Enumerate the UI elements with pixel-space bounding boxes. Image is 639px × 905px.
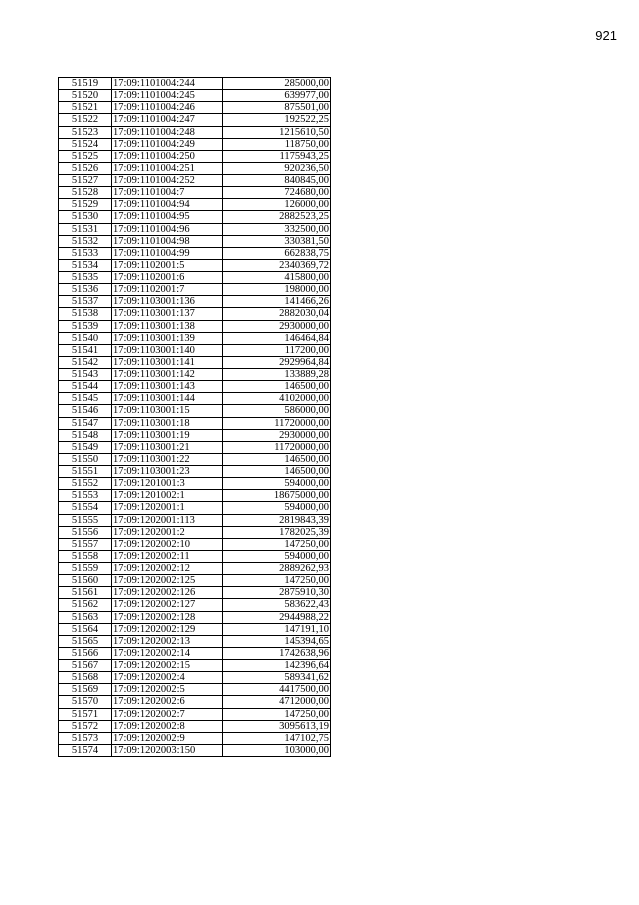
- row-number-cell: 51545: [59, 393, 112, 405]
- cadastral-value-cell: 2889262,93: [223, 563, 331, 575]
- row-number-cell: 51554: [59, 502, 112, 514]
- table-row: [59, 126, 331, 138]
- cadastral-number-cell: 17:09:1103001:142: [112, 369, 223, 381]
- cadastral-value-cell: 724680,00: [223, 187, 331, 199]
- cadastral-value-cell: 2944988,22: [223, 611, 331, 623]
- cadastral-number-cell: 17:09:1202002:14: [112, 647, 223, 659]
- cadastral-value-cell: 2882030,04: [223, 308, 331, 320]
- cadastral-number-cell: 17:09:1102001:7: [112, 284, 223, 296]
- row-number-cell: 51556: [59, 526, 112, 538]
- cadastral-value-cell: 285000,00: [223, 78, 331, 90]
- cadastral-number-cell: 17:09:1202001:2: [112, 526, 223, 538]
- table-row: [59, 672, 331, 684]
- cadastral-number-cell: 17:09:1103001:143: [112, 381, 223, 393]
- row-number-cell: 51532: [59, 235, 112, 247]
- table-row: [59, 647, 331, 659]
- row-number-cell: 51549: [59, 441, 112, 453]
- table-row: [59, 162, 331, 174]
- cadastral-number-cell: 17:09:1103001:18: [112, 417, 223, 429]
- table-row: [59, 599, 331, 611]
- table-row: [59, 720, 331, 732]
- table-row: [59, 199, 331, 211]
- row-number-cell: 51560: [59, 575, 112, 587]
- table-row: [59, 284, 331, 296]
- row-number-cell: 51525: [59, 150, 112, 162]
- table-row: [59, 259, 331, 271]
- cadastral-number-cell: 17:09:1101004:244: [112, 78, 223, 90]
- cadastral-number-cell: 17:09:1103001:141: [112, 356, 223, 368]
- row-number-cell: 51522: [59, 114, 112, 126]
- table-row: [59, 332, 331, 344]
- table-row: [59, 684, 331, 696]
- cadastral-value-cell: 11720000,00: [223, 441, 331, 453]
- cadastral-value-cell: 147191,10: [223, 623, 331, 635]
- cadastral-value-cell: 840845,00: [223, 175, 331, 187]
- cadastral-number-cell: 17:09:1101004:246: [112, 102, 223, 114]
- cadastral-value-cell: 103000,00: [223, 744, 331, 756]
- page-number: 921: [595, 28, 617, 43]
- table-row: [59, 550, 331, 562]
- cadastral-value-cell: 594000,00: [223, 502, 331, 514]
- table-row: [59, 187, 331, 199]
- cadastral-value-cell: 146500,00: [223, 381, 331, 393]
- cadastral-number-cell: 17:09:1101004:251: [112, 162, 223, 174]
- cadastral-value-cell: 639977,00: [223, 90, 331, 102]
- row-number-cell: 51550: [59, 453, 112, 465]
- table-row: [59, 587, 331, 599]
- row-number-cell: 51574: [59, 744, 112, 756]
- table-row: [59, 381, 331, 393]
- cadastral-value-cell: 875501,00: [223, 102, 331, 114]
- row-number-cell: 51573: [59, 732, 112, 744]
- row-number-cell: 51564: [59, 623, 112, 635]
- row-number-cell: 51569: [59, 684, 112, 696]
- cadastral-number-cell: 17:09:1101004:248: [112, 126, 223, 138]
- table-row: [59, 514, 331, 526]
- table-row: [59, 308, 331, 320]
- table-row: [59, 296, 331, 308]
- table-row: [59, 502, 331, 514]
- table-row: [59, 102, 331, 114]
- table-row: [59, 356, 331, 368]
- row-number-cell: 51566: [59, 647, 112, 659]
- cadastral-number-cell: 17:09:1103001:138: [112, 320, 223, 332]
- table-row: [59, 441, 331, 453]
- cadastral-number-cell: 17:09:1202003:150: [112, 744, 223, 756]
- cadastral-number-cell: 17:09:1202001:113: [112, 514, 223, 526]
- table-row: [59, 211, 331, 223]
- row-number-cell: 51570: [59, 696, 112, 708]
- cadastral-value-cell: 920236,50: [223, 162, 331, 174]
- table-row: [59, 235, 331, 247]
- cadastral-value-cell: 147250,00: [223, 538, 331, 550]
- table-row: [59, 175, 331, 187]
- cadastral-value-cell: 2929964,84: [223, 356, 331, 368]
- table-row: [59, 405, 331, 417]
- cadastral-value-cell: 1215610,50: [223, 126, 331, 138]
- row-number-cell: 51528: [59, 187, 112, 199]
- row-number-cell: 51535: [59, 272, 112, 284]
- table-row: [59, 623, 331, 635]
- cadastral-value-cell: 198000,00: [223, 284, 331, 296]
- row-number-cell: 51529: [59, 199, 112, 211]
- cadastral-value-cell: 415800,00: [223, 272, 331, 284]
- cadastral-value-cell: 117200,00: [223, 344, 331, 356]
- cadastral-number-cell: 17:09:1101004:250: [112, 150, 223, 162]
- row-number-cell: 51557: [59, 538, 112, 550]
- table-row: [59, 344, 331, 356]
- cadastral-number-cell: 17:09:1202002:8: [112, 720, 223, 732]
- row-number-cell: 51546: [59, 405, 112, 417]
- cadastral-value-cell: 586000,00: [223, 405, 331, 417]
- cadastral-value-cell: 662838,75: [223, 247, 331, 259]
- cadastral-value-cell: 146464,84: [223, 332, 331, 344]
- row-number-cell: 51563: [59, 611, 112, 623]
- table-row: [59, 369, 331, 381]
- cadastral-value-cell: 11720000,00: [223, 417, 331, 429]
- row-number-cell: 51548: [59, 429, 112, 441]
- row-number-cell: 51562: [59, 599, 112, 611]
- row-number-cell: 51520: [59, 90, 112, 102]
- cadastral-number-cell: 17:09:1102001:6: [112, 272, 223, 284]
- table-row: [59, 611, 331, 623]
- table-row: [59, 138, 331, 150]
- row-number-cell: 51571: [59, 708, 112, 720]
- cadastral-value-cell: 118750,00: [223, 138, 331, 150]
- table-row: [59, 696, 331, 708]
- table-row: [59, 660, 331, 672]
- cadastral-number-cell: 17:09:1103001:19: [112, 429, 223, 441]
- row-number-cell: 51544: [59, 381, 112, 393]
- row-number-cell: 51533: [59, 247, 112, 259]
- table-row: [59, 635, 331, 647]
- table-row: [59, 538, 331, 550]
- table-row: [59, 417, 331, 429]
- cadastral-value-cell: 4417500,00: [223, 684, 331, 696]
- cadastral-value-cell: 147102,75: [223, 732, 331, 744]
- row-number-cell: 51519: [59, 78, 112, 90]
- cadastral-number-cell: 17:09:1101004:99: [112, 247, 223, 259]
- cadastral-value-cell: 126000,00: [223, 199, 331, 211]
- cadastral-number-cell: 17:09:1101004:96: [112, 223, 223, 235]
- cadastral-number-cell: 17:09:1202002:13: [112, 635, 223, 647]
- cadastral-value-cell: 330381,50: [223, 235, 331, 247]
- row-number-cell: 51536: [59, 284, 112, 296]
- cadastral-value-cell: 146500,00: [223, 453, 331, 465]
- cadastral-value-cell: 2882523,25: [223, 211, 331, 223]
- cadastral-value-cell: 2875910,30: [223, 587, 331, 599]
- table-row: [59, 490, 331, 502]
- cadastral-number-cell: 17:09:1101004:95: [112, 211, 223, 223]
- cadastral-number-cell: 17:09:1103001:137: [112, 308, 223, 320]
- row-number-cell: 51534: [59, 259, 112, 271]
- cadastral-value-cell: 4102000,00: [223, 393, 331, 405]
- row-number-cell: 51521: [59, 102, 112, 114]
- table-row: [59, 247, 331, 259]
- row-number-cell: 51567: [59, 660, 112, 672]
- cadastral-number-cell: 17:09:1103001:21: [112, 441, 223, 453]
- table-row: [59, 563, 331, 575]
- cadastral-value-cell: 583622,43: [223, 599, 331, 611]
- row-number-cell: 51541: [59, 344, 112, 356]
- cadastral-number-cell: 17:09:1202002:129: [112, 623, 223, 635]
- cadastral-value-cell: 2930000,00: [223, 320, 331, 332]
- cadastral-number-cell: 17:09:1202002:11: [112, 550, 223, 562]
- cadastral-number-cell: 17:09:1202002:128: [112, 611, 223, 623]
- table-row: [59, 393, 331, 405]
- row-number-cell: 51555: [59, 514, 112, 526]
- cadastral-value-cell: 589341,62: [223, 672, 331, 684]
- cadastral-number-cell: 17:09:1101004:249: [112, 138, 223, 150]
- cadastral-value-cell: 1782025,39: [223, 526, 331, 538]
- cadastral-value-cell: 192522,25: [223, 114, 331, 126]
- table-row: [59, 575, 331, 587]
- table-row: [59, 708, 331, 720]
- cadastral-value-cell: 594000,00: [223, 550, 331, 562]
- cadastral-number-cell: 17:09:1103001:23: [112, 466, 223, 478]
- row-number-cell: 51572: [59, 720, 112, 732]
- table-row: [59, 223, 331, 235]
- row-number-cell: 51540: [59, 332, 112, 344]
- cadastral-number-cell: 17:09:1103001:139: [112, 332, 223, 344]
- cadastral-value-cell: 133889,28: [223, 369, 331, 381]
- cadastral-number-cell: 17:09:1202002:7: [112, 708, 223, 720]
- row-number-cell: 51559: [59, 563, 112, 575]
- cadastral-value-cell: 1742638,96: [223, 647, 331, 659]
- cadastral-number-cell: 17:09:1202002:6: [112, 696, 223, 708]
- cadastral-number-cell: 17:09:1202002:12: [112, 563, 223, 575]
- row-number-cell: 51565: [59, 635, 112, 647]
- cadastral-value-cell: 1175943,25: [223, 150, 331, 162]
- cadastral-value-cell: 142396,64: [223, 660, 331, 672]
- cadastral-number-cell: 17:09:1201002:1: [112, 490, 223, 502]
- row-number-cell: 51551: [59, 466, 112, 478]
- cadastral-value-cell: 2819843,39: [223, 514, 331, 526]
- cadastral-number-cell: 17:09:1101004:247: [112, 114, 223, 126]
- cadastral-number-cell: 17:09:1102001:5: [112, 259, 223, 271]
- table-row: [59, 732, 331, 744]
- row-number-cell: 51542: [59, 356, 112, 368]
- table-row: [59, 744, 331, 756]
- table-row: [59, 526, 331, 538]
- cadastral-value-cell: 141466,26: [223, 296, 331, 308]
- row-number-cell: 51530: [59, 211, 112, 223]
- row-number-cell: 51553: [59, 490, 112, 502]
- cadastral-value-cell: 594000,00: [223, 478, 331, 490]
- row-number-cell: 51543: [59, 369, 112, 381]
- table-row: [59, 272, 331, 284]
- table-row: [59, 478, 331, 490]
- table-row: [59, 114, 331, 126]
- row-number-cell: 51527: [59, 175, 112, 187]
- table-row: [59, 320, 331, 332]
- cadastral-number-cell: 17:09:1202002:4: [112, 672, 223, 684]
- cadastral-value-cell: 2340369,72: [223, 259, 331, 271]
- row-number-cell: 51552: [59, 478, 112, 490]
- row-number-cell: 51561: [59, 587, 112, 599]
- row-number-cell: 51547: [59, 417, 112, 429]
- cadastral-value-cell: 18675000,00: [223, 490, 331, 502]
- table-row: [59, 429, 331, 441]
- row-number-cell: 51538: [59, 308, 112, 320]
- cadastral-number-cell: 17:09:1202002:127: [112, 599, 223, 611]
- cadastral-number-cell: 17:09:1101004:252: [112, 175, 223, 187]
- row-number-cell: 51539: [59, 320, 112, 332]
- row-number-cell: 51531: [59, 223, 112, 235]
- cadastral-value-cell: 2930000,00: [223, 429, 331, 441]
- cadastral-number-cell: 17:09:1202002:15: [112, 660, 223, 672]
- cadastral-number-cell: 17:09:1101004:245: [112, 90, 223, 102]
- row-number-cell: 51558: [59, 550, 112, 562]
- table-row: [59, 453, 331, 465]
- table-row: [59, 466, 331, 478]
- row-number-cell: 51526: [59, 162, 112, 174]
- cadastral-number-cell: 17:09:1202001:1: [112, 502, 223, 514]
- cadastral-value-cell: 147250,00: [223, 708, 331, 720]
- cadastral-value-table: [58, 77, 331, 757]
- table-row: [59, 78, 331, 90]
- cadastral-number-cell: 17:09:1202002:9: [112, 732, 223, 744]
- row-number-cell: 51568: [59, 672, 112, 684]
- cadastral-value-cell: 4712000,00: [223, 696, 331, 708]
- cadastral-number-cell: 17:09:1202002:5: [112, 684, 223, 696]
- cadastral-number-cell: 17:09:1101004:98: [112, 235, 223, 247]
- cadastral-number-cell: 17:09:1103001:144: [112, 393, 223, 405]
- row-number-cell: 51537: [59, 296, 112, 308]
- cadastral-number-cell: 17:09:1202002:10: [112, 538, 223, 550]
- row-number-cell: 51523: [59, 126, 112, 138]
- cadastral-number-cell: 17:09:1103001:22: [112, 453, 223, 465]
- cadastral-number-cell: 17:09:1101004:94: [112, 199, 223, 211]
- cadastral-value-cell: 146500,00: [223, 466, 331, 478]
- cadastral-value-cell: 145394,65: [223, 635, 331, 647]
- cadastral-number-cell: 17:09:1202002:125: [112, 575, 223, 587]
- cadastral-number-cell: 17:09:1201001:3: [112, 478, 223, 490]
- cadastral-number-cell: 17:09:1202002:126: [112, 587, 223, 599]
- table-body: [59, 78, 331, 757]
- cadastral-number-cell: 17:09:1103001:15: [112, 405, 223, 417]
- row-number-cell: 51524: [59, 138, 112, 150]
- cadastral-number-cell: 17:09:1103001:140: [112, 344, 223, 356]
- cadastral-value-cell: 147250,00: [223, 575, 331, 587]
- cadastral-number-cell: 17:09:1103001:136: [112, 296, 223, 308]
- cadastral-number-cell: 17:09:1101004:7: [112, 187, 223, 199]
- table-row: [59, 90, 331, 102]
- cadastral-value-cell: 3095613,19: [223, 720, 331, 732]
- table-row: [59, 150, 331, 162]
- cadastral-value-cell: 332500,00: [223, 223, 331, 235]
